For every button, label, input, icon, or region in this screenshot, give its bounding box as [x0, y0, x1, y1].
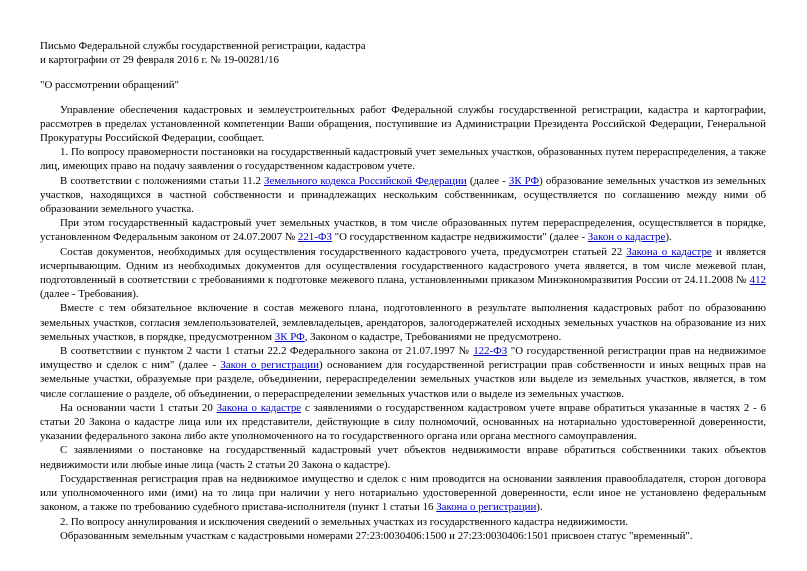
- document-link[interactable]: Закона о кадастре: [626, 245, 712, 258]
- paragraph: [40, 103, 766, 146]
- paragraph: [40, 174, 766, 217]
- paragraph: [40, 245, 766, 302]
- paragraph-text: (далее - Требования).: [40, 288, 139, 301]
- document-link[interactable]: 122-ФЗ: [473, 345, 508, 358]
- paragraph: [40, 301, 766, 344]
- paragraph-text: ).: [665, 231, 672, 244]
- document-link[interactable]: Земельного кодекса Российской Федерации: [264, 174, 467, 187]
- paragraph-text: "О государственной регистрации прав на недвижимое имущество и сделок с ним" (далее -: [40, 345, 766, 372]
- document-link[interactable]: 412: [749, 274, 766, 287]
- paragraph-text: и является исчерпывающим. Одним из необходимых документов для осуществления государственного кадастрового учета является, в том числе межевой план, подготовленный в соответствии с требованиями к подготовке межевого плана, установленными приказом Минэкономразвития России от 24.11.2008 №: [40, 245, 766, 287]
- paragraph-text: с заявлениями о государственном кадастровом учете вправе обратиться указанные в частях 2 - 6 статьи 20 Закона о кадастре лица или их представители, действующие в силу полномочий, основанных на нотариально удостоверенной доверенности, указании федерального закона либо акте уполномоченного на то государственного органа или органа местного самоуправления.: [40, 401, 767, 443]
- paragraph-text: Вместе с тем обязательное включение в состав межевого плана, подготовленного в результате выполнения кадастровых работ по образованию земельных участков, согласия землепользователей, землевладельцев, арендаторов, залогодержателей исходных земельных участков на образование из них земельных участков, в порядке, предусмотренном: [40, 302, 766, 343]
- document: [40, 39, 766, 543]
- paragraph-text: С заявлениями о постановке на государственный кадастровый учет объектов недвижимости вправе обратиться собственники таких объектов недвижимости или любые иные лица (часть 2 статьи 20 Закона о кадастре).: [40, 444, 766, 471]
- paragraph-text: 2. По вопросу аннулирования и исключения сведений о земельных участках из государственного кадастра недвижимости.: [60, 515, 629, 528]
- paragraph-text: В соответствии с пунктом 2 части 1 статьи 22.2 Федерального закона от 21.07.1997 №: [60, 345, 474, 358]
- paragraph: [40, 145, 766, 173]
- paragraph: [40, 443, 766, 471]
- paragraph-text: При этом государственный кадастровый учет земельных участков, в том числе образованных путем перераспределения, осуществляется в порядке, установленном Федеральным законом от 24.07.2007 №: [40, 217, 766, 244]
- paragraph: [40, 472, 766, 515]
- paragraph: [40, 529, 766, 543]
- document-link[interactable]: Закона о кадастре: [216, 401, 302, 414]
- document-link[interactable]: ЗК РФ: [508, 174, 540, 187]
- document-link[interactable]: Закон о регистрации: [220, 359, 319, 372]
- header-line-1: Письмо Федеральной службы государственной регистрации, кадастра: [40, 40, 366, 52]
- paragraph-text: ).: [536, 501, 543, 514]
- header-line-2: и картографии от 29 февраля 2016 г. № 19-00281/16: [40, 54, 279, 67]
- document-link[interactable]: Закона о регистрации: [436, 501, 537, 514]
- paragraph-text: ) образование земельных участков из земельных участков, находящихся в частной собственности и принадлежащих нескольким собственникам, осуществляется по соглашению между ними об образовании земельного участка.: [40, 174, 767, 216]
- paragraph-text: "О государственном кадастре недвижимости" (далее -: [331, 231, 588, 244]
- paragraph-text: Государственная регистрация прав на недвижимое имущество и сделок с ним проводится на основании заявления правообладателя, сторон договора или уполномоченного ими (ими) на то лица при наличии у него нотариально удостоверенной доверенности, если иное не установлено федеральным законом, а также по требованию судебного пристава-исполнителя (пункт 1 статьи 16: [40, 472, 766, 514]
- paragraph-text: (далее -: [466, 174, 509, 187]
- document-header: [40, 39, 766, 93]
- paragraph: [40, 401, 766, 444]
- paragraph: [40, 344, 766, 401]
- paragraph: [40, 515, 766, 529]
- paragraph-text: ) основанием для государственной регистрации прав собственности и иных вещных прав на земельные участки, образуемые при разделе, объединении, перераспределении земельных участков или выделе из земельных участков, является, в том числе соглашение о разделе, об объединении, о перераспределении земельных участков или о выделе из земельных участков.: [40, 359, 766, 400]
- paragraph-text: Образованным земельным участкам с кадастровыми номерами 27:23:0030406:1500 и 27:23:0030406:1501 присвоен статус "временный".: [60, 529, 693, 542]
- paragraph-text: Состав документов, необходимых для осуществления государственного кадастрового учета, предусмотрен статьей 22: [60, 245, 627, 258]
- paragraph-text: В соответствии с положениями статьи 11.2: [60, 174, 264, 187]
- paragraph-text: , Законом о кадастре, Требованиями не предусмотрено.: [304, 330, 562, 343]
- document-link[interactable]: ЗК РФ: [274, 330, 305, 343]
- document-body: [40, 103, 766, 543]
- paragraph-text: Управление обеспечения кадастровых и землеустроительных работ Федеральной службы государственной регистрации, кадастра и картографии, рассмотрев в пределах установленной компетенции Ваши обращения, поступившие из Администрации Президента Российской Федерации, Генеральной Прокуратуры Российской Федерации, сообщает.: [40, 103, 766, 145]
- document-link[interactable]: 221-ФЗ: [297, 231, 332, 244]
- paragraph-text: 1. По вопросу правомерности постановки на государственный кадастровый учет земельных участков, образованных путем перераспределения, а также лиц, имеющих право на подачу заявления о государственном кадастровом учете.: [40, 146, 766, 173]
- document-link[interactable]: Закон о кадастре: [587, 231, 666, 244]
- document-subject: "О рассмотрении обращений": [40, 79, 179, 92]
- paragraph: [40, 216, 766, 244]
- paragraph-text: На основании части 1 статьи 20: [60, 401, 217, 414]
